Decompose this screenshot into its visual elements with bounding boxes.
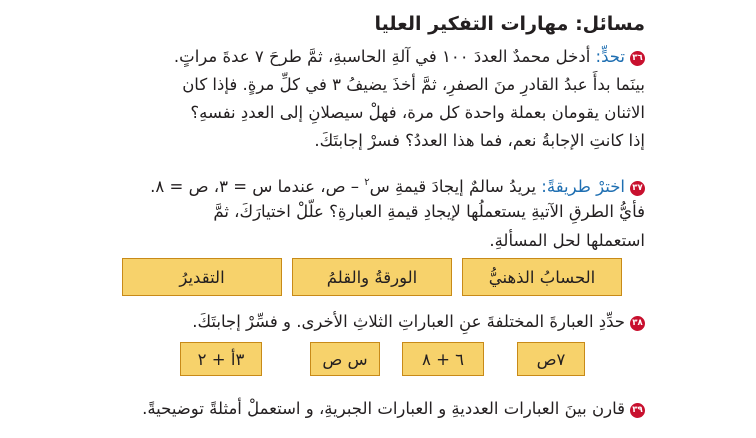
problem-38-text: حدِّدِ العبارةَ المختلفةَ عنِ العباراتِ الثلاثِ الأخرى. و فسِّرْ إجابتَكَ. <box>192 312 625 331</box>
problem-39-text: قارن بينَ العبارات العدديةِ و العبارات الجبريةِ، و استعملْ أمثلةً توضيحيةً. <box>142 399 625 418</box>
problem-37-label: اخترْ طريقةً: <box>541 177 625 196</box>
option-mental-math: الحسابُ الذهنيُّ <box>462 258 622 296</box>
option-estimation: التقديرُ <box>122 258 282 296</box>
problem-36-line-1 <box>174 44 645 70</box>
expression-2: ٦ + ٨ <box>402 342 484 376</box>
expression-4: ٣أ + ٢ <box>180 342 262 376</box>
problem-37-number: ٣٧ <box>630 181 645 196</box>
problem-38-number: ٣٨ <box>630 316 645 331</box>
problem-38-line <box>192 309 645 335</box>
problem-37-text-1b: – ص، عندما س = ٣، ص = ٨. <box>150 177 365 196</box>
problem-36-line-3: الاثنان يقومان بعملة واحدة كل مرة، فهلْ سيصلانِ إلى العددِ نفسهِ؟ <box>190 103 645 122</box>
problem-37-line-2: فأيُّ الطرقِ الآتيةِ يستعملُها لإيجادِ قيمةِ العبارةِ؟ علّلْ اختيارَكَ، ثمَّ <box>213 202 645 221</box>
option-paper-pencil: الورقةُ والقلمُ <box>292 258 452 296</box>
problem-37-text-1a: يريدُ سالمٌ إيجادَ قيمةِ س <box>369 177 537 196</box>
expression-1: ٧ص <box>517 342 585 376</box>
expression-3: س ص <box>310 342 380 376</box>
problem-39-number: ٣٩ <box>630 403 645 418</box>
problem-36-line-2: بينَما بدأَ عبدُ القادرِ منَ الصفرِ، ثمَّ أخذَ يضيفُ ٣ في كلِّ مرةٍ. فإذا كان <box>182 75 645 94</box>
problem-37-line-1 <box>150 170 645 200</box>
problem-37-line-3: استعملها لحل المسألةِ. <box>489 231 645 250</box>
problem-36-line-4: إذا كانتِ الإجابةُ نعم، فما هذا العددُ؟ فسرْ إجابتَكَ. <box>314 131 645 150</box>
problem-39-line <box>142 396 645 422</box>
exponent: ٢ <box>364 177 370 188</box>
problem-36-text-1: أدخل محمدٌ العددَ ١٠٠ في آلةِ الحاسبةِ، ثمَّ طرحَ ٧ عدةَ مراتٍ. <box>173 47 591 66</box>
problem-36-label: تحدٍّ: <box>595 47 625 66</box>
problem-36-number: ٣٦ <box>630 51 645 66</box>
section-title: مسائل: مهارات التفكير العليا <box>374 13 645 35</box>
